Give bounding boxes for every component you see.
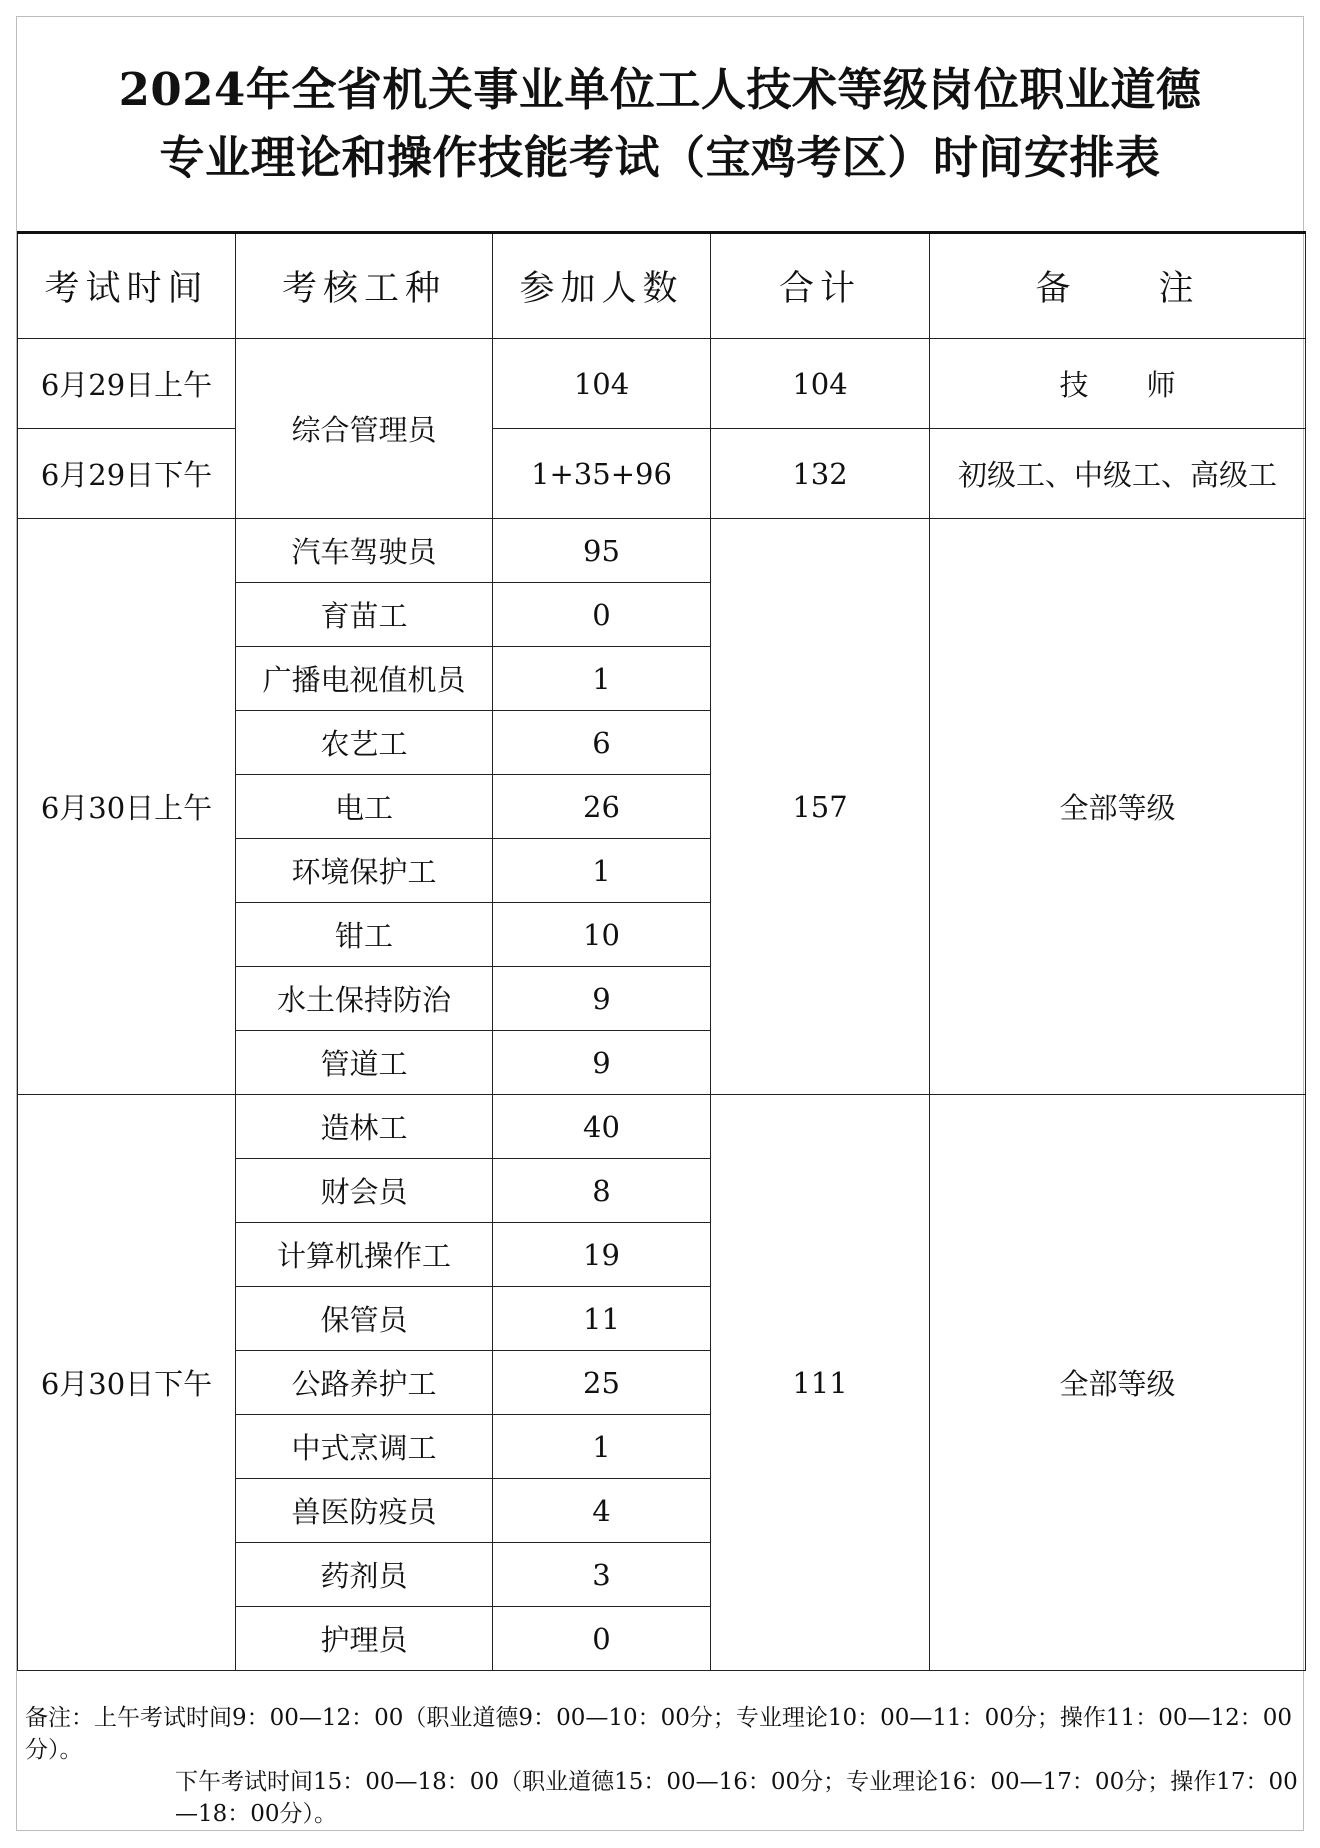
- participants-cell: 1: [493, 839, 711, 903]
- header-total: 合计: [711, 233, 930, 339]
- remark-cell: 技 师: [930, 339, 1306, 429]
- participants-cell: 11: [493, 1287, 711, 1351]
- job-type-cell: 保管员: [236, 1287, 493, 1351]
- job-type-cell: 广播电视值机员: [236, 647, 493, 711]
- participants-cell: 19: [493, 1223, 711, 1287]
- participants-cell: 1+35+96: [493, 429, 711, 519]
- exam-time-cell: 6月29日上午: [18, 339, 236, 429]
- table-row: [18, 1095, 1306, 1159]
- job-type-cell: 管道工: [236, 1031, 493, 1095]
- job-type-cell: 计算机操作工: [236, 1223, 493, 1287]
- exam-time-cell: 6月29日下午: [18, 429, 236, 519]
- notes-section: [17, 1684, 1303, 1832]
- table-row: [18, 429, 1306, 519]
- schedule-sheet: [16, 16, 1304, 1831]
- participants-cell: 95: [493, 519, 711, 583]
- header-job-type: 考核工种: [236, 233, 493, 339]
- participants-cell: 9: [493, 967, 711, 1031]
- participants-cell: 104: [493, 339, 711, 429]
- total-cell: 132: [711, 429, 930, 519]
- schedule-table: [17, 231, 1306, 1671]
- participants-cell: 4: [493, 1479, 711, 1543]
- title-line-1: 2024年全省机关事业单位工人技术等级岗位职业道德: [118, 63, 1202, 116]
- exam-time-cell: 6月30日下午: [18, 1095, 236, 1671]
- header-exam-time: 考试时间: [18, 233, 236, 339]
- job-type-cell: 兽医防疫员: [236, 1479, 493, 1543]
- total-cell: 111: [711, 1095, 930, 1671]
- participants-cell: 1: [493, 647, 711, 711]
- exam-time-cell: 6月30日上午: [18, 519, 236, 1095]
- job-type-cell: 造林工: [236, 1095, 493, 1159]
- job-type-cell: 钳工: [236, 903, 493, 967]
- job-type-cell: 育苗工: [236, 583, 493, 647]
- participants-cell: 0: [493, 1607, 711, 1671]
- job-type-cell: 公路养护工: [236, 1351, 493, 1415]
- participants-cell: 25: [493, 1351, 711, 1415]
- document-title: [17, 17, 1303, 231]
- job-type-cell: 电工: [236, 775, 493, 839]
- job-type-cell: 药剂员: [236, 1543, 493, 1607]
- header-row: [18, 233, 1306, 339]
- job-type-cell: 水土保持防治: [236, 967, 493, 1031]
- table-row: [18, 519, 1306, 583]
- participants-cell: 26: [493, 775, 711, 839]
- participants-cell: 0: [493, 583, 711, 647]
- job-type-cell: 汽车驾驶员: [236, 519, 493, 583]
- job-type-cell: 农艺工: [236, 711, 493, 775]
- remark-cell: 全部等级: [930, 1095, 1306, 1671]
- title-line-2: 专业理论和操作技能考试（宝鸡考区）时间安排表: [159, 131, 1161, 184]
- participants-cell: 1: [493, 1415, 711, 1479]
- remark-cell: 全部等级: [930, 519, 1306, 1095]
- participants-cell: 3: [493, 1543, 711, 1607]
- participants-cell: 8: [493, 1159, 711, 1223]
- participants-cell: 6: [493, 711, 711, 775]
- job-type-cell: 财会员: [236, 1159, 493, 1223]
- participants-cell: 10: [493, 903, 711, 967]
- job-type-cell: 中式烹调工: [236, 1415, 493, 1479]
- participants-cell: 9: [493, 1031, 711, 1095]
- table-row: [18, 339, 1306, 429]
- header-remarks: 备 注: [930, 233, 1306, 339]
- header-participants: 参加人数: [493, 233, 711, 339]
- job-type-cell: 综合管理员: [236, 339, 493, 519]
- total-cell: 104: [711, 339, 930, 429]
- job-type-cell: 护理员: [236, 1607, 493, 1671]
- total-cell: 157: [711, 519, 930, 1095]
- remark-cell: 初级工、中级工、高级工: [930, 429, 1306, 519]
- job-type-cell: 环境保护工: [236, 839, 493, 903]
- participants-cell: 40: [493, 1095, 711, 1159]
- notes-line-2: 下午考试时间15：00—18：00（职业道德15：00—16：00分；专业理论16：00—17：00分；操作17：00—18：00分）。: [175, 1769, 1298, 1827]
- notes-line-1: 备注：上午考试时间9：00—12：00（职业道德9：00—10：00分；专业理论10：00—11：00分；操作11：00—12：00分）。: [25, 1705, 1292, 1763]
